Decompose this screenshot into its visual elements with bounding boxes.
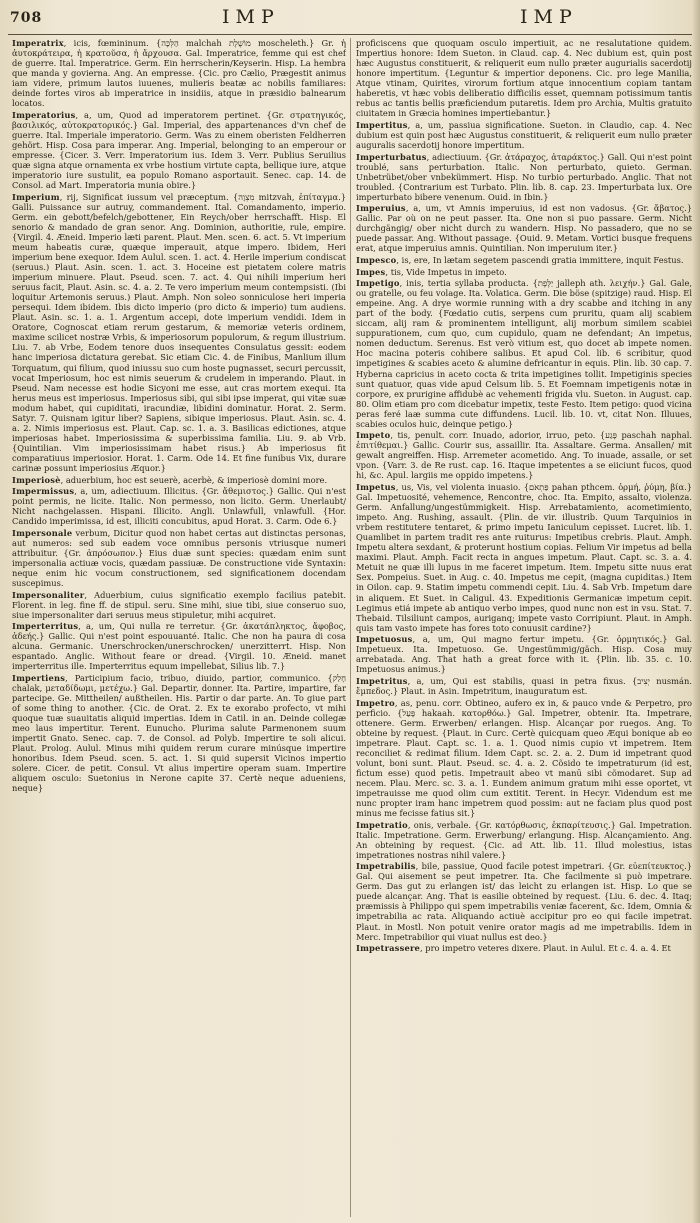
dictionary-entry: [356, 430, 692, 480]
entry-text: , a, um, passiua significatione. Sueton. in Claudio, cap. 4. Nec dubium est quin post hæc Augustus constituerit, & reliquerit eum nullo præter auguralis sacerdotij honore impertitum.: [356, 119, 692, 150]
entry-headword: Impertitus: [356, 119, 408, 130]
entry-headword: Imperiosè: [12, 474, 61, 485]
entry-text: , adiectiuum. {Gr. ἀτάραχος, ἀταράκτος.} Gall. Qui n'est point troublé, sans perturbation. Italic. Non perturbato, quieto. German. Unbetrübet/ober vnbekümmert. Hisp. No turbio perturbado. Anglic. That not troubled. {Contrarium est Turbato. Plin. lib. 8. cap. 23. Imperturbata lux. Ore imperturbato bibere venenum. Ouid. in Ibin.}: [356, 151, 692, 202]
entry-text: , a, um, Quod ad imperatorem pertinet. {Gr. στρατηγικός, βασιλικός, αὐτοκρατορικός.} Gal. Imperial, des appartenances d'vn chef de guerre. Ital. Imperiale imperatorio. Germ. Was zu einem oberisten Feldherren gehört. Hisp. Cosa para imperar. Ang. Imperial, belonging to an emperour or empresse. {Cicer. 3. Verr. Imperatorium ius. Idem 3. Verr. Publius Seruilius quæ signa atque ornamenta ex vrbe hostium virtute capta, bellique iure, atque imperatorio iure sustulit, ea populo Romano asportauit. Senec. cap. 14. de Consol. ad Mart. Imperatoria munia obire.}: [12, 109, 346, 191]
entry-headword: Imperatorius: [12, 109, 76, 120]
entry-text: , tis, Vide Impetus in impeto.: [385, 266, 507, 277]
header-rule: [8, 34, 692, 35]
entry-headword: Imperatrix: [12, 38, 64, 48]
entry-headword: Impetrassere: [356, 943, 420, 954]
entry-headword: Impetus: [356, 482, 396, 493]
entry-headword: Impersonale: [12, 527, 73, 538]
entry-headword: Impetigo: [356, 278, 400, 289]
column-divider: [350, 38, 351, 1217]
dictionary-entry: [356, 255, 692, 265]
running-head-left: IMP: [222, 6, 280, 28]
dictionary-entry: [12, 590, 346, 620]
dictionary-entry: [356, 152, 692, 202]
entry-text: , a, um, Qui nulla re terretur. {Gr. ἀκατάπληκτος, ἄφοβος, ἀδεής.} Gallic. Qui n'est point espouuanté. Italic. Che non ha paura di cosa alcuna. Germanic. Unerschrocken/unerschrocken/ unerzitterrt. Hisp. Non espantado. Anglic. Without feare or dread. {Virgil. 10. Æneid. manet imperterritus ille. Imperterritus equum impellebat, Silius lib. 7.}: [12, 621, 346, 672]
dictionary-entry: [12, 486, 346, 526]
entry-headword: Impeto: [356, 430, 391, 441]
dictionary-entry: [356, 634, 692, 674]
entry-headword: Imperterritus: [12, 621, 79, 632]
entry-text: , Aduerbium, cuius significatio exemplo facilius patebit. Florent. in leg. fine ff. de stipul. seru. Sine mihi, siue tibi, siue conseruo suo, siue impersonaliter dari seruus meus stipuletur, mihi acquiret.: [12, 589, 346, 620]
dictionary-entry: [356, 120, 692, 150]
entry-text: , Participium facio, tribuo, diuido, partior, communico. {חָלַק chalak, μεταδίδωμι, μετέχω.} Gal. Departir, donner. Ita. Partire, impartire, far partecipe. Ge. Mittheilen/ außtheilen. His. Partir o dar parte. An. To giue part of some thing to another. {Cic. de Orat. 2. Ex te exorabo profecto, vt mihi quoque tuæ suauitatis aliquid impertias. Idem in Catil. in an. Deinde collegæ meo laus impertitur. Terent. Eunucho. Plurima salute Parmenonem suum impertit Gnato. Senec. cap. 7. de Consol. ad Polyb. Impertire te soli alicui. Plaut. Prolog. Aulul. Minus mihi quidem rerum curare minúsque impertire honoribus. Idem Pseud. scen. 5. act. 1. Si quid supersit Vicinos impertio solere. Cicer. de petit. Consul. Vt alius impertire operam suam. Impertire aliquem osculo: Suetonius in Nerone capite 37. Certè neque adueniens, neque}: [12, 672, 346, 794]
dictionary-entry: [356, 38, 692, 118]
entry-headword: Impertiens: [12, 672, 66, 683]
entry-text: , us, Vis, vel violenta inuasio. {פַּתְאֹם pahan pthcem. ὁρμή, ῥύμη, βία.} Gal. Impetuosité, vehemence, Rencontre, choc. Ita. Empito, assalto, violenza. Germ. Anfallung/ungestümmigkeit. Hisp. Arrebatamiento, acometimiento, impeto. Ang. Rushing, assault. {Plin. de vir. illustrib. Quum Tarquinios in vrbem restitutere tentaret, & primo impetu Ianiculum cepisset. Lucret. lib. 1. Quamlibet in partem tradit res ante ruiturus: Impetibus crebris. Plaut. Amph. Impetu altera sexdant, & proterunt hostium copias. Felium Vir impetus ad bella maximi. Plaut. Amph. Facit recta in angues impetum. Plaut. Capt. sc. 3. a. 4. Metuit ne quæ illi lupus in me faceret impetum. Item. Impetu sitte nuus erat Sex. Pompeius. Suet. in Aug. c. 40. Impetus me cepit, (magna cupiditas.) Item in Oilon. cap. 9. Statim impetu commendi cepit. Liu. 4. Sab Vrb. Impetum dare in aliquem. Et Suet. in Caligul. 43. Expeditionis Germanicæ impetum cepit. Legimus etiá impete ab antiquo verbo impes, quod nunc non est in vsu. Stat. 7. Thebaid. Tilsiliunt campos, auriganq; impete vasto Corripiunt. Plaut. in Amph. quis tam vasto impete has fores toto conuusit cardine?}: [356, 482, 692, 633]
entry-text: , tis, penult. corr. Inuado, adorior, irruo, peto. {פָּגַע paschah naphal. ἐπιτίθεμαι.} Gallic. Courir sus, assaillir. Ita. Assaltare. Germa. Ansallen/ mit gewalt angreiffen. Hisp. Arremeter acometido. Ang. To inuade, assaile, or set vpon. {Varr. 3. de Re rust. cap. 16. Itaque impetentes a se eiiciunt fucos, quod hi, &c. Apul. largiis me oppido impetens.}: [356, 430, 692, 481]
dictionary-entry: [356, 203, 692, 253]
entry-text: , aduerbium, hoc est seuerè, acerbè, & imperiosè domini more.: [60, 474, 328, 485]
entry-headword: Impersonaliter: [12, 589, 85, 600]
entry-headword: Impetrabilis: [356, 861, 416, 872]
entry-headword: Imperturbatus: [356, 151, 427, 162]
dictionary-entry: [12, 192, 346, 473]
entry-text: , a, um, Qui est stabilis, quasi in petra fixus. {יְצִיב nusmán. ἔμπεδος.} Plaut. in Asin. Impetritum, inauguratum est.: [356, 675, 692, 696]
dictionary-entry: [356, 267, 692, 277]
entry-headword: Impetro: [356, 697, 395, 708]
left-column: [12, 38, 346, 1219]
dictionary-entry: [356, 820, 692, 860]
entry-text: , icis, fœmininum. {הַלְּכָּה malchah מוֹשֶׁלֶת moscheleth.} Gr. ἡ ἀυτοκράτειρα, ἡ κρατοῦσα, ἡ ἄρχουσα. Gal. Imperatrice, femme qui est chef de guerre. Ital. Imperatrice. Germ. Ein herrscherin/Keyserin. Hisp. La hembra que manda y govierna. Ang. An empresse. {Cic. pro Cælio, Prægestit animus iam videre, primum lautos iuuenes, mulieris beatæ ac nobilis familiares: deinde fortes viros ab imperatrice in insidiis, atque in præsidio balnearum locatos.: [12, 38, 346, 109]
dictionary-entry: [356, 943, 692, 953]
dictionary-entry: [356, 861, 692, 941]
right-column: [356, 38, 692, 1219]
dictionary-entry: [12, 621, 346, 671]
entry-text: , as, penu. corr. Obtineo, aufero ex in, & pauco vnde & Perpetro, pro perficio. {פָּעַל hakaah. κατορθόω.} Gal. Impetrer, obtenir. Ita. Impetrare, ottenere. Germ. Erwerben/ erlangen. Hisp. Alcançar por ruegos. Ang. To obteine by request. {Plaut. in Curc. Certè quicquam queo Æqui bonique ab eo impetrare. Plaut. Capt. sc. 1. a. 1. Quod nimis cupio vt impetrem. Item reconciliet & redimat filium. Idem Capt. sc. 2. a. 2. Dum id impetrant quod volunt, boni sunt. Plaut. Pseud. sc. 4. a. 2. Cõsido te impetraturum (id est, fictum esse) quod petis. Impetrauit abeo vt manū sibi cõmodaret. Sup ad necem. Plau. Merc. sc. 3. a. 1. Eundem animum gratum mihi esse oportet, vt impetrauisse me quod olim cum extitit. Terent. in Hecyr. Videndum est me nunc propter iram hanc impetrem quod possim: aut ne faciam plus quod post minus me fecisse fatius sit.}: [356, 697, 692, 819]
entry-text: , pro impetro veteres dixere. Plaut. in Aulul. Et c. 4. a. 4. Et: [420, 943, 671, 954]
entry-text: , onis, verbale. {Gr. κατόρθωσις, ἐκπαρίτευσις.} Gal. Impetration. Italic. Impetratione. Germ. Erwerbung/ erlangung. Hisp. Alcançamiento. Ang. An obteining by request. {Cic. ad Att. lib. 11. Illud molestius, istas impetrationes nostras nihil valere.}: [356, 819, 692, 860]
entry-text: , bile, passiue, Quod facile potest impetrari. {Gr. εὐεπίτευκτος.} Gal. Qui aisement se peut impetrer. Ita. Che facilmente si può impetrare. Germ. Das gut zu erlangen ist/ das leicht zu erlangen ist. Hisp. Lo que se puede alcançar. Ang. That is easilie obteined by request. {Liu. 6. dec. 4. Itaq; præmissis à Philippo qui spem impetrabilis veniæ facerent, &c. Idem, Omnia & impetrabilia ac rata. Aliquando actiuè accipitur pro eo qui facile impetrat. Plaut. in Mostl. Non potuit venire orator magis ad me impetrabilis. Idem in Merc. Impetrabilior qui viuat nullus est deo.}: [356, 861, 692, 942]
entry-text: , a, um, adiectiuum. Illicitus. {Gr. ἄθεμιστος.} Gallic. Qui n'est point permis, ne licite. Italic. Non permesso, non licito. Germ. Unerlaubt/ Nicht nachgelassen. Hispani. Illicito. Angli. Unlawfull, vnlawfull. {Hor. Candido imperimissa, id est, illiciti concubitus, apud Horat. 3. Carm. Ode 6.}: [12, 486, 346, 527]
running-head-right: IMP: [520, 6, 578, 28]
entry-text: verbum, Dicitur quod non habet certas aut distinctas personas, aut numeros: sed sub eadem voce omnibus personis vtriusque numeri attribuitur. {Gr. ἀπρόσωπον.} Eius duæ sunt species: quædam enim sunt impersonalia actiuæ vocis, quædam passiuæ. De constructione vide Syntaxin: neque enim hic vocum constructionem, sed significationem docendam suscepimus.: [12, 527, 346, 588]
entry-headword: Impesco: [356, 254, 397, 265]
entry-headword: Imperuius: [356, 203, 406, 214]
entry-text: , rij, Significat iussum vel præceptum. {מִצְוָה mitzvah, ἐπίταγμα.} Galli. Puissance sur autruy, commandement. Ital. Comandamento, imperio. Germ. ein gebott/befelch/gebottener, Ein Reych/ober herrschafft. Hisp. El senorio & mandado de gran senor. Ang. Dominion, authoritie, rule, empire. {Virgil. 4. Æneid. Imperio læti parent. Plaut. Men. scen. 6. act. 5. Vt imperium meum habeatis curæ, quæque imperauit, atque impero. Ibidem, Heri imperium bene exequor. Idem Aulul. scen. 1. act. 4. Herile imperium condiscat (seruus.) Plaut. Asin. scen. 1. act. 3. Hoceine est pietatem colere matris imperium minuere. Plaut. Pseud. scen. 7. act. 4. Qui nihili imperium heri seruus facit, Plaut. Asin. sc. 4. a. 2. Te vero imperium meum contempsisti. (Ibi loquitur Artemonis seruus.) Plaut. Amph. Non soleo sonniculose heri imperia persequi. Idem ibidem. Ibis dicto imperio (pro dicto & imperio) tum audiens. Plaut. Asin. sc. 1. a. 1. Argentum accepi, dote imperium vendidi. Idem in Oratore, Cognoscat etiam rerum gestarum, & memoriæ veteris ordinem, maxime scilicet nostræ Vrbis, & imperiosorum populorum, & regum illustrium. Liu. 7. ab Vrbe, Eodem tenore duos insequentes Consulatus gessit: eodem hanc imperiosa dictatura gerebat. Sic etiam Cic. 4. de Finibus, Manlium illum Torquatum, qui filium, quod iniussu suo cum hoste pugnasset, securi percussit, vocat Imperiosum, hoc est nimis seuerum & crudelem in imperando. Plaut. in Pseud. Nam necesse est hodie Sicyoni me esse, aut cras mortem exequi. Ita herus meus est imperiosus. Imperiosus sibi, qui sibi ipse imperat, qui vitæ suæ modum habet, qui cupiditati, iracundiæ, libidini dominatur. Horat. 2. Serm. Satyr. 7. Quisnam igitur liber? Sapiens, sibique imperiosus. Plaut. Asin. sc. 4. a. 2. Nimis imperiosus est. Plaut. Cap. sc. 1. a. 3. Basilicas edictiones, atque imperiosas habet. Imperiosissima & superbissima familia. Liu. 9. ab Vrb. {Quintilian. Vim imperiosissimam habet risus.} Ab imperiosus fit comparatiuus imperiosior. Horat. 1. Carm. Ode 14. Et fine funibus Vix, durare carinæ possunt imperiosius Æquor.}: [12, 191, 346, 473]
entry-text: , is, ere, In lætam segetem pascendi gratia immittere, inquit Festus.: [396, 254, 684, 265]
dictionary-entry: [356, 698, 692, 819]
entry-headword: Impermissus: [12, 486, 75, 497]
dictionary-entry: [12, 528, 346, 588]
entry-text: , inis, tertia syllaba producta. {יַלֶּפֶת jalleph ath. λειχήν.} Gal. Gale, ou gratelle, ou feu volage. Ita. Volatica. Germ. Die böse (spitzige) raud. Hisp. El empeine. Ang. A drye wormie running with a dry scabbe and itching in any part of the body. {Fœdatio cutis, serpens cum pruritu, quam alij scabiem siccam, alij ram & prominentem intelligunt, alij morbum similem scabiei suppurationem, cum quo, cum cupidulo, quam ne defendant; An impetus, nomen deductum. Serenus. Est verò vitium est, quo docet ab impete nomen. Hoc macina poteris cohibere salibus. Et apud Col. lib. 6 scribitur, quod impetigines & scabies aceto & alumine defricantur in equis. Plin. lib. 30 cap. 7. Hyberna capricius in aceto cocta & trita impetigines tollit. Impetiginis species sunt quatuor, quas vide apud Celsum lib. 5. Et Foemnam impetigenis notæ in corpore, ex prurigine affidubè ac vehementi frigida vlu. Sueton. in August. cap. 80. Olim etiam pro com dicebatur impetix, teste Festo. Item petigo: quod vicina peras feré laæ summa cute diffundens. Lucil. lib. 10. vt, citat Non. Illuues, scabies oculos huic, deinque petigo.}: [356, 278, 692, 429]
dictionary-entry: [12, 673, 346, 794]
dictionary-entry: [12, 110, 346, 190]
entry-headword: Imperium: [12, 191, 60, 202]
entry-headword: Impetritus: [356, 675, 408, 686]
dictionary-entry: [356, 278, 692, 429]
dictionary-entry: [356, 482, 692, 633]
dictionary-entry: [356, 676, 692, 696]
dictionary-entry: [12, 38, 346, 108]
entry-headword: Impetratio: [356, 819, 408, 830]
entry-headword: Impes: [356, 266, 386, 277]
dictionary-entry: [12, 475, 346, 485]
entry-text: proficiscens que quoquam osculo impertiuit, ac ne resalutatione quidem. Impertius honore: Idem Sueton. in Claud. cap. 4. Nec dubium est, quin post hæc Augustus constituerit, & reliquerit eum nullo præter augurialis sacerdotij honore impertitum. {Leguntur & impertior deponens. Cic. pro lege Manilia, Atque vtinam, Quirites, virorum fortium atque innocentium copiam tantam haberetis, vt hæc vobis deliberatio difficilis esset, quemnam potissimum tantis rebus ac tantis bellis præficiendum putaretis. Idem pro Archia, Multis gratuito ciuitatem in Græcia homines impertiebantur.}: [356, 38, 692, 119]
entry-text: , a, um, vt Amnis imperuius, id est non vadosus. {Gr. ἄβατος.} Gallic. Par où on ne peut passer. Ita. One non si puo passare. Germ. Nicht durchgängig/ ober nicht durch zu wandern. Hisp. No passadero, que no se puede passar. Ang. Without passage. {Ouid. 9. Metam. Vortici busque frequens erat, atque imperuius amnis. Quintilian. Non imperuium iter.}: [356, 203, 692, 254]
page-edge-shadow: [692, 0, 700, 1223]
entry-text: , a, um, Qui magno fertur impetu. {Gr. ὁρμητικός.} Gal. Impetueux. Ita. Impetuoso. Ge. Ungestümmig/gäch. Hisp. Cosa muy arrebatada. Ang. That hath a great force with it. {Plin. lib. 35. c. 10. Impetuosus animus.}: [356, 634, 692, 675]
page-number: 708: [10, 10, 43, 26]
running-header: [0, 6, 700, 34]
entry-headword: Impetuosus: [356, 634, 413, 645]
